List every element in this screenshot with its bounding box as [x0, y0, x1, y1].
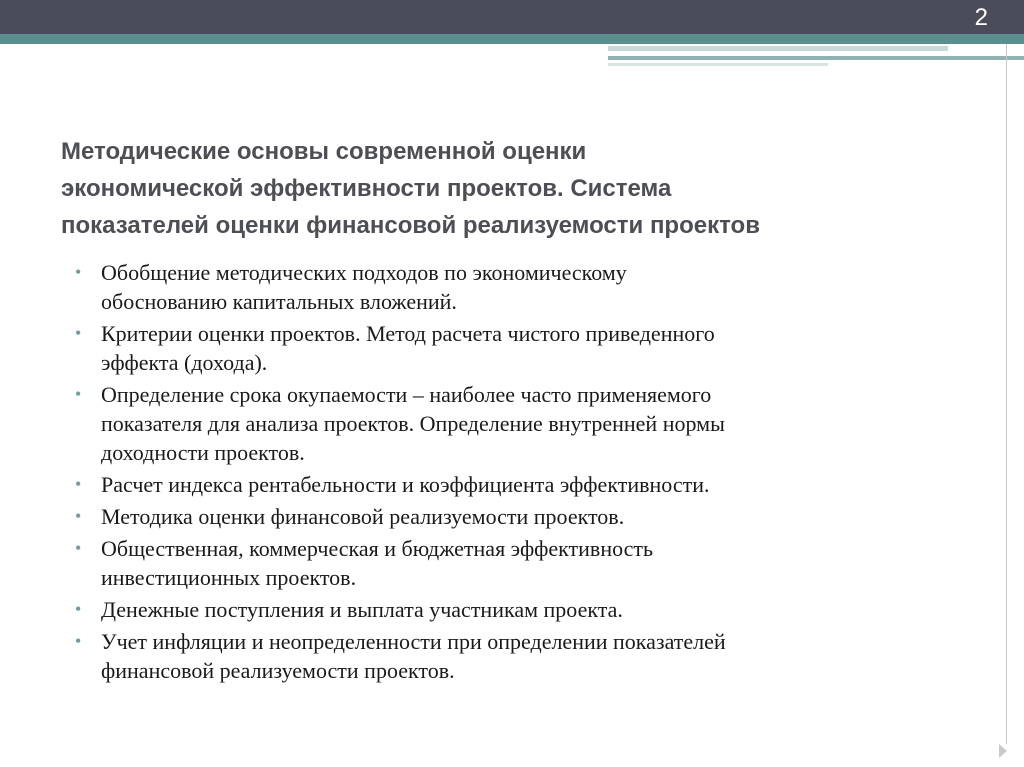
- bullet-line: • Методика оценки финансовой реализуемости проектов.: [101, 504, 625, 529]
- decorative-stripe: [608, 46, 948, 51]
- title-line: показателей оценки финансовой реализуемости проектов: [61, 212, 760, 239]
- decorative-stripe: [608, 63, 828, 66]
- bullet-item: [75, 627, 975, 685]
- page-number: 2: [974, 4, 988, 31]
- bullet-item: [75, 470, 975, 499]
- bullet-item: [75, 319, 975, 377]
- bullet-line: эффекта (дохода).: [101, 350, 268, 375]
- title-line: Методические основы современной оценки: [61, 138, 587, 165]
- right-border-line: [1006, 44, 1007, 744]
- slide-title: [61, 133, 961, 244]
- bullet-line: • Учет инфляции и неопределенности при определении показателей: [101, 629, 726, 654]
- bullet-line: доходности проектов.: [101, 440, 305, 465]
- corner-arrow-icon: [999, 744, 1007, 758]
- bullet-item: [75, 534, 975, 592]
- bullet-line: • Денежные поступления и выплата участникам проекта.: [101, 597, 623, 622]
- bullet-item: [75, 380, 975, 467]
- bullet-line: инвестиционных проектов.: [101, 565, 357, 590]
- decorative-stripe: [608, 56, 1024, 60]
- bullet-item: [75, 502, 975, 531]
- bullet-line: показателя для анализа проектов. Определение внутренней нормы: [101, 411, 725, 436]
- header-band: [0, 0, 1024, 34]
- bullet-item: [75, 258, 975, 316]
- header-accent-strip: [0, 34, 1024, 44]
- bullet-line: • Критерии оценки проектов. Метод расчета чистого приведенного: [101, 321, 715, 346]
- bullet-line: • Общественная, коммерческая и бюджетная эффективность: [101, 536, 654, 561]
- title-line: экономической эффективности проектов. Система: [61, 175, 672, 202]
- bullet-line: • Определение срока окупаемости – наиболее часто применяемого: [101, 382, 712, 407]
- bullet-line: обоснованию капитальных вложений.: [101, 289, 457, 314]
- bullet-item: [75, 595, 975, 624]
- bullet-line: • Обобщение методических подходов по экономическому: [101, 260, 627, 285]
- bullet-line: • Расчет индекса рентабельности и коэффициента эффективности.: [101, 472, 710, 497]
- bullet-line: финансовой реализуемости проектов.: [101, 658, 455, 683]
- bullet-list: [75, 258, 975, 688]
